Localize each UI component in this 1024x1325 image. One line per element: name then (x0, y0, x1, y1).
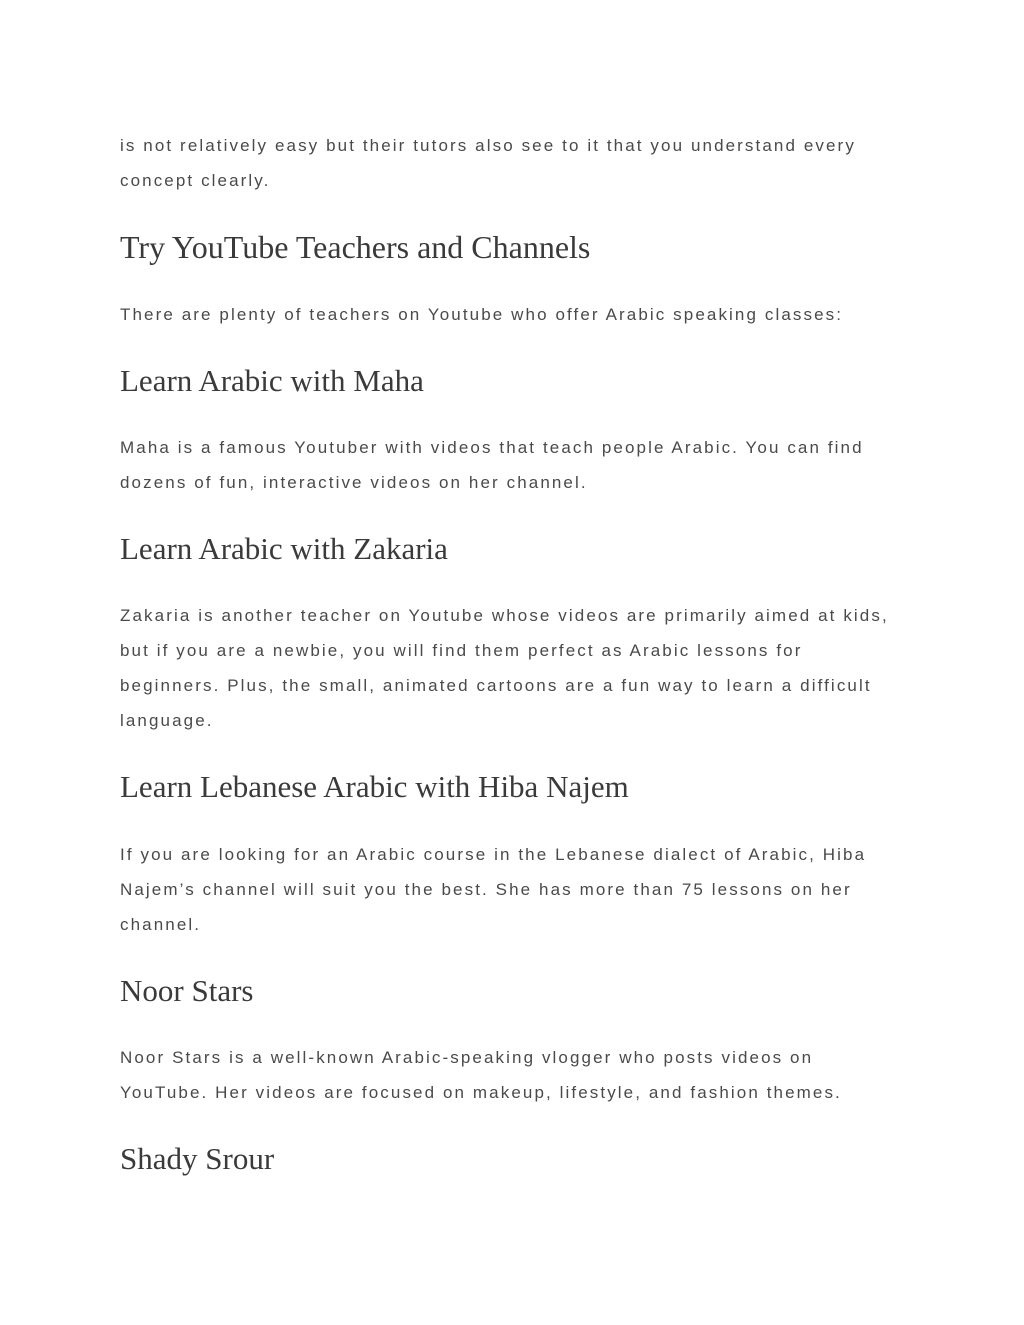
intro-continuation-paragraph: is not relatively easy but their tutors also see to it that you understand every concept clearly. (120, 136, 856, 190)
channel-heading-hiba-najem: Learn Lebanese Arabic with Hiba Najem (120, 769, 629, 804)
section-intro-paragraph: There are plenty of teachers on Youtube who offer Arabic speaking classes: (120, 305, 844, 324)
channel-heading-shady-srour: Shady Srour (120, 1141, 275, 1176)
channel-heading-noor-stars: Noor Stars (120, 973, 254, 1008)
section-heading: Try YouTube Teachers and Channels (120, 229, 591, 265)
channel-heading-maha: Learn Arabic with Maha (120, 363, 424, 398)
channel-text-maha: Maha is a famous Youtuber with videos that teach people Arabic. You can find dozens of fun, interactive videos on her channel. (120, 438, 864, 492)
channel-text-noor-stars: Noor Stars is a well-known Arabic-speaking vlogger who posts videos on YouTube. Her videos are focused on makeup, lifestyle, and fashion themes. (120, 1048, 842, 1102)
channel-text-hiba-najem: If you are looking for an Arabic course in the Lebanese dialect of Arabic, Hiba Najem’s channel will suit you the best. She has more than 75 lessons on her channel. (120, 845, 867, 934)
channel-heading-zakaria: Learn Arabic with Zakaria (120, 531, 448, 566)
channel-text-zakaria: Zakaria is another teacher on Youtube whose videos are primarily aimed at kids, but if you are a newbie, you will find them perfect as Arabic lessons for beginners. Plus, the small, animated cartoons are a fun way to learn a difficult language. (120, 606, 889, 730)
